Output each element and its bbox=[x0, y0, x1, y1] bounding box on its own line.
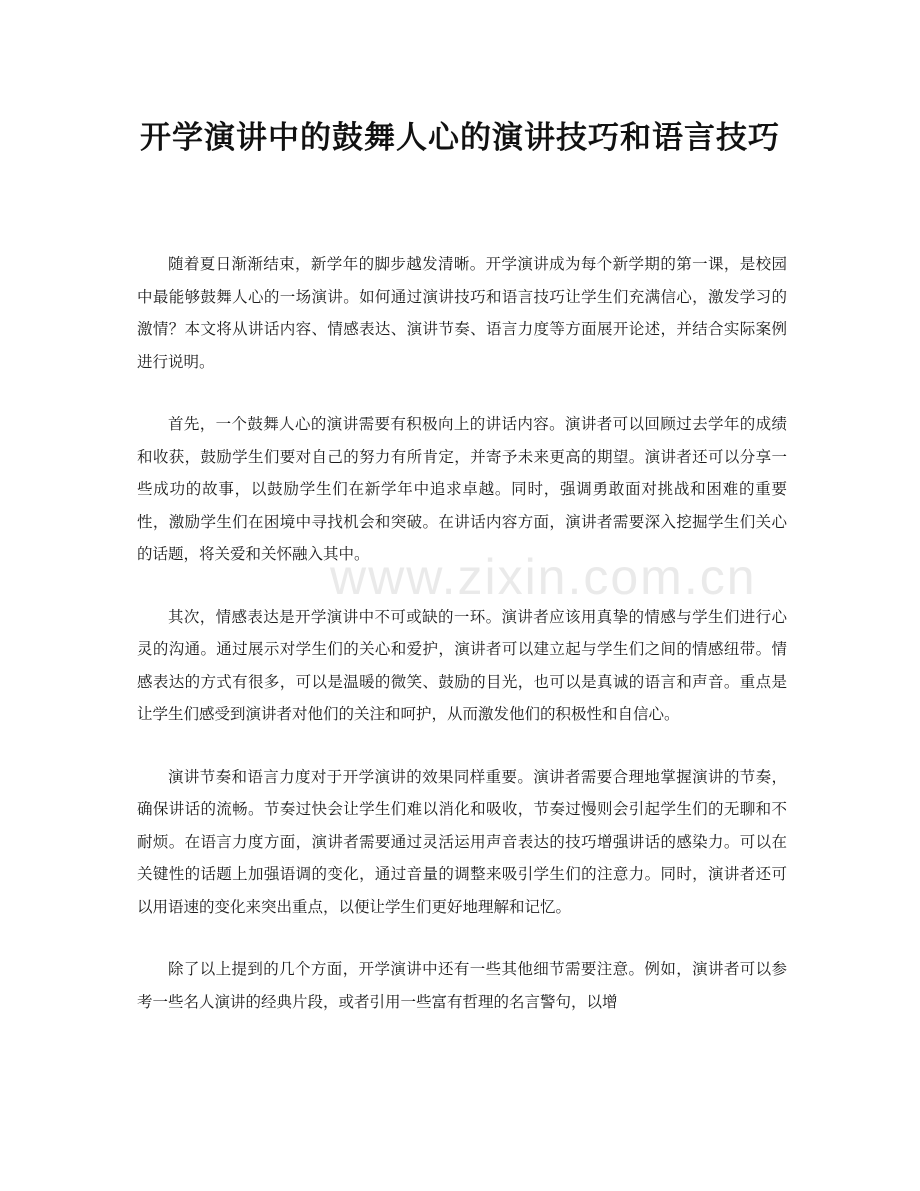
document-body bbox=[137, 248, 787, 1048]
paragraph-intro: 随着夏日渐渐结束，新学年的脚步越发清晰。开学演讲成为每个新学期的第一课，是校园中最能够鼓舞人心的一场演讲。如何通过演讲技巧和语言技巧让学生们充满信心，激发学习的激情？本文将从讲话内容、情感表达、演讲节奏、语言力度等方面展开论述，并结合实际案例进行说明。 bbox=[137, 255, 787, 371]
paragraph-content: 首先，一个鼓舞人心的演讲需要有积极向上的讲话内容。演讲者可以回顾过去学年的成绩和收获，鼓励学生们要对自己的努力有所肯定，并寄予未来更高的期望。演讲者还可以分享一些成功的故事，以鼓励学生们在新学年中追求卓越。同时，强调勇敢面对挑战和困难的重要性，激励学生们在困境中寻找机会和突破。在讲话内容方面，演讲者需要深入挖掘学生们关心的话题，将关爱和关怀融入其中。 bbox=[137, 415, 787, 563]
paragraph-details: 除了以上提到的几个方面，开学演讲中还有一些其他细节需要注意。例如，演讲者可以参考一些名人演讲的经典片段，或者引用一些富有哲理的名言警句，以增 bbox=[137, 960, 787, 1011]
paragraph-emotion: 其次，情感表达是开学演讲中不可或缺的一环。演讲者应该用真挚的情感与学生们进行心灵的沟通。通过展示对学生们的关心和爱护，演讲者可以建立起与学生们之间的情感纽带。情感表达的方式有很多，可以是温暖的微笑、鼓励的目光，也可以是真诚的语言和声音。重点是让学生们感受到演讲者对他们的关注和呵护，从而激发他们的积极性和自信心。 bbox=[137, 607, 787, 723]
document-title: 开学演讲中的鼓舞人心的演讲技巧和语言技巧 bbox=[140, 120, 780, 156]
paragraph-rhythm: 演讲节奏和语言力度对于开学演讲的效果同样重要。演讲者需要合理地掌握演讲的节奏，确保讲话的流畅。节奏过快会让学生们难以消化和吸收，节奏过慢则会引起学生们的无聊和不耐烦。在语言力度方面，演讲者需要通过灵活运用声音表达的技巧增强讲话的感染力。可以在关键性的话题上加强语调的变化，通过音量的调整来吸引学生们的注意力。同时，演讲者还可以用语速的变化来突出重点，以便让学生们更好地理解和记忆。 bbox=[137, 767, 787, 916]
watermark: www.zixin.com.cn bbox=[330, 549, 757, 605]
